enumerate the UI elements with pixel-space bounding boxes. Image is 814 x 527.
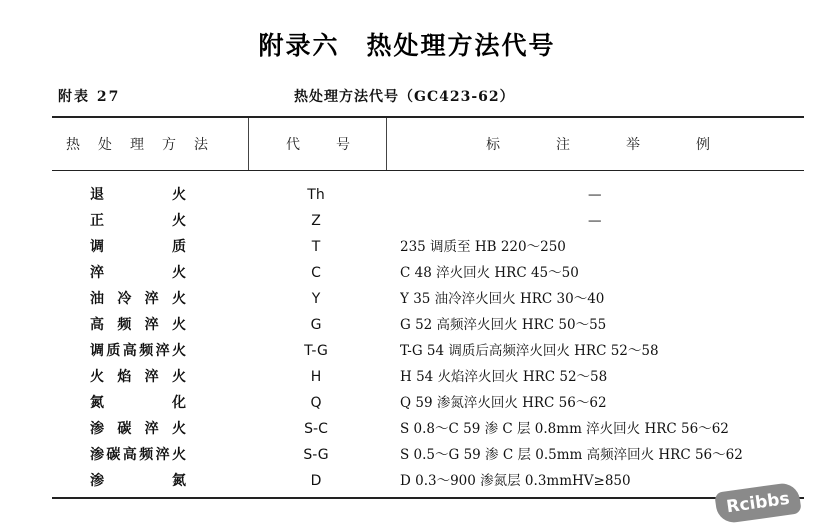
table-row xyxy=(0,288,814,314)
example-cell: S 0.8～C 59 渗 C 层 0.8mm 淬火回火 HRC 56～62 xyxy=(400,421,729,437)
table-row xyxy=(0,210,814,236)
table-row xyxy=(0,314,814,340)
method-cell: 油冷淬火 xyxy=(90,291,186,307)
method-cell: 火焰淬火 xyxy=(90,369,186,385)
example-cell: C 48 淬火回火 HRC 45～50 xyxy=(400,265,579,281)
example-cell: Q 59 渗氮淬火回火 HRC 56～62 xyxy=(400,395,607,411)
method-cell: 氮化 xyxy=(90,395,186,411)
header-rule xyxy=(52,170,804,171)
example-cell: G 52 高频淬火回火 HRC 50～55 xyxy=(400,317,607,333)
example-cell: T-G 54 调质后高频淬火回火 HRC 52～58 xyxy=(400,343,659,359)
method-cell: 渗氮 xyxy=(90,473,186,489)
code-cell: Q xyxy=(310,395,322,411)
table-row xyxy=(0,262,814,288)
example-cell: Y 35 油冷淬火回火 HRC 30～40 xyxy=(400,291,605,307)
method-cell: 渗碳淬火 xyxy=(90,421,186,437)
column-divider-2 xyxy=(386,118,387,170)
code-cell: H xyxy=(310,369,322,385)
method-cell: 渗碳高频淬火 xyxy=(90,447,186,463)
code-cell: G xyxy=(310,317,322,333)
method-cell: 调质 xyxy=(90,239,186,255)
example-cell: — xyxy=(588,213,602,229)
header-example: 标注举例 xyxy=(486,137,766,153)
method-cell: 退火 xyxy=(90,187,186,203)
table-row xyxy=(0,340,814,366)
bottom-rule xyxy=(52,497,804,499)
table-row xyxy=(0,444,814,470)
table-row xyxy=(0,470,814,496)
example-cell: D 0.3～900 渗氮层 0.3mmHV≥850 xyxy=(400,473,631,489)
table-caption: 热处理方法代号（GC423-62） xyxy=(294,89,515,105)
method-cell: 淬火 xyxy=(90,265,186,281)
code-cell: Y xyxy=(311,291,321,307)
code-cell: D xyxy=(310,473,322,489)
header-code: 代号 xyxy=(286,137,386,153)
table-label: 附表 27 xyxy=(58,89,121,105)
example-cell: S 0.5～G 59 渗 C 层 0.5mm 高频淬回火 HRC 56～62 xyxy=(400,447,743,463)
header-method: 热处理方法 xyxy=(66,137,226,153)
example-cell: 235 调质至 HB 220～250 xyxy=(400,239,566,255)
watermark-logo: Rcibbs xyxy=(714,481,802,524)
code-cell: S-G xyxy=(303,447,329,463)
code-cell: Th xyxy=(307,187,325,203)
table-row xyxy=(0,366,814,392)
method-cell: 调质高频淬火 xyxy=(90,343,186,359)
example-cell: — xyxy=(588,187,602,203)
code-cell: T xyxy=(311,239,321,255)
table-row xyxy=(0,392,814,418)
table-row xyxy=(0,236,814,262)
code-cell: T-G xyxy=(304,343,328,359)
code-cell: S-C xyxy=(304,421,328,437)
column-divider-1 xyxy=(248,118,249,170)
method-cell: 正火 xyxy=(90,213,186,229)
top-rule xyxy=(52,116,804,118)
table-row xyxy=(0,184,814,210)
method-cell: 高频淬火 xyxy=(90,317,186,333)
page-title: 附录六 热处理方法代号 xyxy=(258,31,556,60)
example-cell: H 54 火焰淬火回火 HRC 52～58 xyxy=(400,369,608,385)
table-row xyxy=(0,418,814,444)
code-cell: C xyxy=(311,265,321,281)
code-cell: Z xyxy=(311,213,321,229)
